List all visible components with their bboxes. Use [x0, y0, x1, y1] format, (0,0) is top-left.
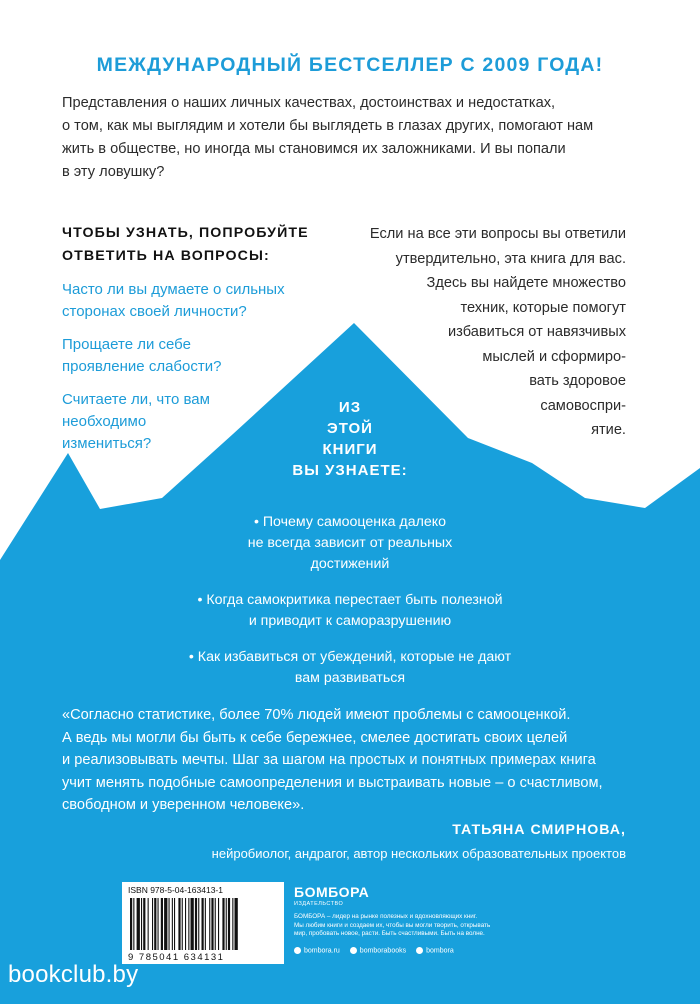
answer-line: Если на все эти вопросы вы ответили — [369, 226, 626, 242]
publisher-line: мир, пробовать новое, расти. Быть счастливыми. Быть на волне. — [294, 930, 485, 937]
bestseller-heading: МЕЖДУНАРОДНЫЙ БЕСТСЕЛЛЕР С 2009 ГОДА! — [96, 54, 604, 76]
question-line: необходимо — [62, 413, 147, 430]
quote-line: «Согласно статистике, более 70% людей имеют проблемы с самооценкой. — [62, 707, 571, 723]
answer-line: утвердительно, эта книга для вас. — [395, 250, 626, 267]
testimonial-quote — [62, 704, 662, 817]
answer-line: избавиться от навязчивых — [448, 324, 626, 340]
questions-heading-line: ОТВЕТИТЬ НА ВОПРОСЫ: — [62, 248, 270, 264]
social-links — [294, 947, 454, 954]
bullet-line: достижений — [310, 556, 390, 572]
instagram-link[interactable]: bomborabooks — [350, 947, 406, 954]
question-line: Считаете ли, что вам — [62, 391, 210, 408]
bullet-line: и приводит к саморазрушению — [248, 613, 452, 629]
barcode-icon — [128, 898, 278, 951]
bullet-item — [0, 512, 700, 575]
publisher-logo: БОМБОРА — [294, 884, 370, 900]
question-line: проявление слабости? — [62, 358, 222, 375]
barcode-panel — [122, 882, 284, 964]
question-line: Прощаете ли себе — [62, 336, 191, 353]
questions-heading-line: ЧТОБЫ УЗНАТЬ, ПОПРОБУЙТЕ — [62, 225, 309, 241]
quote-line: учит менять подобные самоопределения и выстраивать новые – о счастливом, — [62, 774, 603, 791]
learn-bullets — [0, 512, 700, 704]
barcode-number: 9 785041 634131 — [128, 952, 225, 963]
quote-line: свободном и уверенном человеке». — [62, 797, 305, 813]
answer-line: Здесь вы найдете множество — [426, 275, 626, 291]
answer-line: вать здоровое — [529, 373, 626, 389]
publisher-subtitle: ИЗДАТЕЛЬСТВО — [294, 901, 344, 907]
vk-icon — [416, 947, 423, 954]
instagram-icon — [350, 947, 357, 954]
bullet-line: не всегда зависит от реальных — [247, 535, 453, 551]
questions-heading — [62, 222, 309, 268]
bullet-line: вам развиваться — [294, 670, 406, 686]
bullet-line: • Почему самооценка далеко — [253, 514, 447, 530]
bullet-item — [0, 590, 700, 632]
answer-line: мыслей и сформиро- — [482, 348, 626, 365]
question-line: Часто ли вы думаете о сильных — [62, 281, 285, 298]
learn-heading — [0, 397, 700, 481]
learn-heading-line: КНИГИ — [322, 441, 378, 458]
question-line: измениться? — [62, 435, 152, 452]
learn-heading-line: ВЫ УЗНАЕТЕ: — [292, 462, 408, 479]
bullet-line: • Когда самокритика перестает быть полезной — [197, 592, 503, 608]
question-item — [62, 279, 285, 323]
publisher-line: Мы любим книги и создаем их, чтобы вы могли творить, открывать — [294, 921, 491, 929]
quote-line: А ведь мы могли бы быть к себе бережнее, смелее достигать своих целей — [62, 729, 568, 746]
intro-line: о том, как мы выглядим и хотели бы выглядеть в глазах других, помогают нам — [62, 118, 594, 134]
intro-line: Представления о наших личных качествах, достоинствах и недостатках, — [62, 95, 556, 111]
bullet-line: • Как избавиться от убеждений, которые не дают — [188, 649, 512, 665]
answer-line: техник, которые помогут — [460, 299, 626, 316]
isbn-label: ISBN 978-5-04-163413-1 — [128, 885, 223, 895]
site-watermark: bookclub.by — [8, 961, 139, 988]
learn-heading-line: ИЗ — [338, 399, 362, 416]
answer-line: ятие. — [591, 422, 626, 438]
publisher-line: БОМБОРА – лидер на рынке полезных и вдохновляющих книг. — [294, 913, 478, 920]
intro-paragraph — [62, 92, 642, 184]
vk-link[interactable]: bombora — [416, 947, 454, 954]
author-description: нейробиолог, андрагог, автор нескольких образовательных проектов — [211, 846, 626, 861]
intro-line: жить в обществе, но иногда мы становимся их заложниками. И вы попали — [62, 141, 566, 157]
intro-line: в эту ловушку? — [62, 164, 165, 180]
author-name: ТАТЬЯНА СМИРНОВА, — [452, 822, 626, 838]
publisher-description — [294, 913, 544, 939]
learn-heading-line: ЭТОЙ — [327, 420, 373, 437]
website-link[interactable]: bombora.ru — [294, 947, 340, 954]
answer-line: самовоспри- — [540, 397, 626, 414]
bullet-item — [0, 647, 700, 689]
question-line: сторонах своей личности? — [62, 303, 247, 320]
globe-icon — [294, 947, 301, 954]
quote-line: и реализовывать мечты. Шаг за шагом на простых и понятных примерах книга — [62, 752, 596, 768]
question-item — [62, 334, 285, 378]
